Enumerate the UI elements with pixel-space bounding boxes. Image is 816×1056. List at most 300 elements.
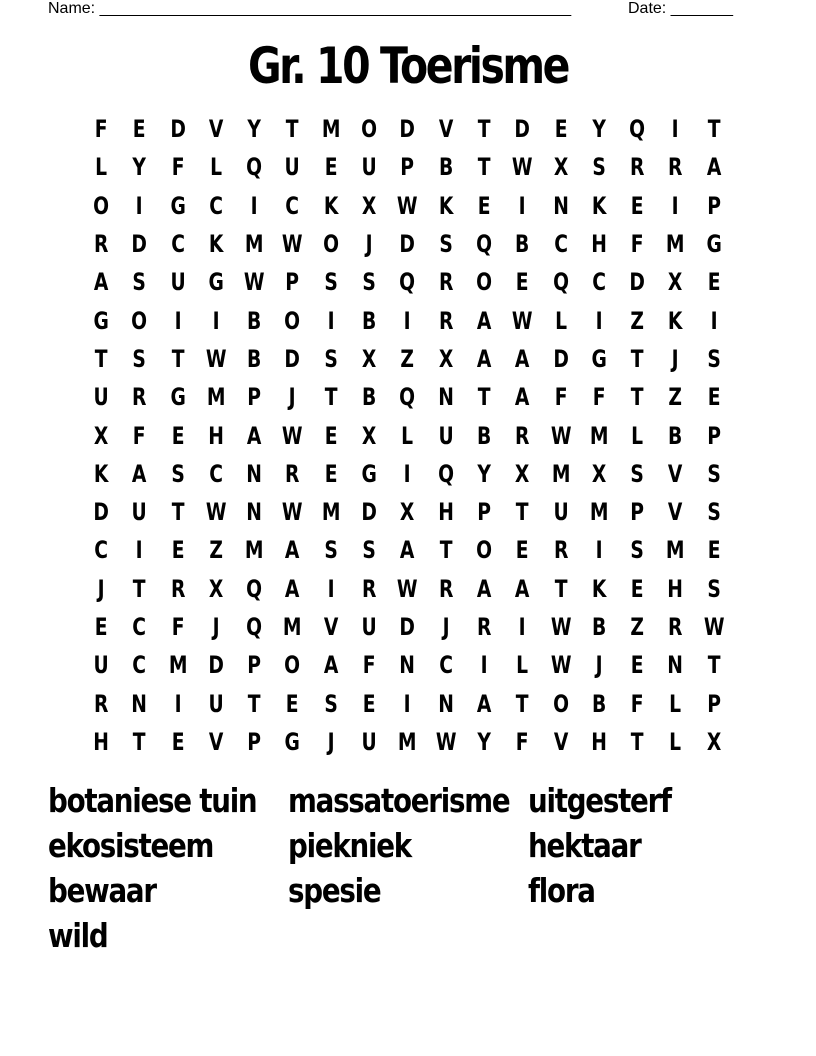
grid-cell: I	[135, 191, 143, 220]
grid-cell: U	[361, 727, 377, 756]
grid-cell: Q	[399, 383, 416, 412]
grid-cell: A	[93, 268, 109, 297]
grid-cell: K	[668, 306, 683, 335]
grid-cell: M	[245, 536, 264, 565]
grid-cell: T	[133, 727, 146, 756]
grid-cell: K	[93, 459, 109, 488]
grid-cell: R	[630, 153, 645, 182]
grid-cell: U	[361, 153, 377, 182]
grid-cell: L	[516, 651, 529, 680]
grid-cell: G	[93, 306, 109, 335]
grid-cell: X	[438, 344, 454, 373]
grid-cell: L	[554, 306, 567, 335]
grid-cell: Q	[399, 268, 416, 297]
grid-cell: T	[477, 383, 491, 412]
grid-cell: F	[362, 651, 376, 680]
grid-cell: W	[703, 613, 725, 641]
grid-cell: S	[132, 268, 147, 297]
grid-cell: H	[591, 727, 607, 756]
grid-cell: T	[477, 153, 491, 182]
grid-cell: I	[595, 306, 603, 335]
date-field-label: Date: _______	[628, 0, 733, 17]
grid-cell: B	[515, 230, 530, 259]
grid-cell: L	[95, 153, 108, 182]
grid-cell: B	[668, 421, 683, 450]
grid-cell: V	[668, 498, 683, 527]
grid-cell: C	[209, 459, 223, 488]
grid-cell: G	[208, 268, 224, 297]
grid-cell: T	[477, 115, 491, 144]
grid-cell: T	[707, 115, 721, 144]
grid-cell: M	[666, 230, 685, 259]
grid-cell: I	[672, 115, 680, 144]
grid-cell: V	[553, 727, 568, 756]
grid-cell: A	[706, 153, 722, 182]
grid-cell: E	[94, 613, 108, 641]
grid-cell: W	[435, 727, 457, 756]
grid-cell: S	[132, 344, 147, 373]
grid-cell: R	[93, 689, 109, 718]
grid-cell: S	[170, 459, 185, 488]
grid-cell: A	[323, 651, 339, 680]
grid-cell: W	[512, 153, 533, 182]
grid-cell: W	[550, 613, 572, 641]
grid-cell: E	[171, 727, 185, 756]
grid-cell: S	[324, 344, 338, 373]
grid-cell: E	[707, 536, 721, 565]
grid-cell: D	[208, 651, 224, 680]
grid-cell: S	[707, 574, 721, 603]
grid-cell: E	[630, 574, 644, 603]
grid-cell: A	[515, 574, 530, 603]
grid-cell: X	[362, 191, 377, 220]
grid-cell: M	[551, 459, 571, 488]
grid-cell: T	[286, 115, 300, 144]
grid-cell: M	[283, 613, 302, 641]
word-list-item: ekosisteem	[48, 826, 214, 865]
grid-cell: O	[476, 536, 493, 565]
grid-cell: R	[438, 268, 454, 297]
grid-cell: P	[247, 651, 262, 680]
grid-cell: R	[93, 230, 109, 259]
grid-cell: E	[554, 115, 568, 144]
grid-cell: Y	[477, 727, 491, 756]
grid-cell: W	[244, 268, 265, 297]
grid-cell: D	[169, 115, 186, 144]
grid-cell: J	[289, 383, 297, 412]
grid-cell: S	[362, 268, 376, 297]
grid-cell: L	[669, 727, 682, 756]
grid-cell: N	[437, 689, 454, 718]
grid-cell: E	[171, 421, 185, 450]
grid-cell: A	[132, 459, 147, 488]
grid-cell: T	[171, 498, 185, 527]
word-list-item: uitgesterf	[528, 781, 671, 820]
grid-cell: F	[94, 115, 108, 144]
grid-cell: F	[133, 421, 146, 450]
grid-cell: K	[438, 191, 454, 220]
grid-cell: E	[516, 536, 529, 565]
grid-cell: E	[171, 536, 185, 565]
grid-cell: T	[171, 344, 185, 373]
grid-cell: Q	[437, 459, 454, 488]
grid-cell: C	[438, 651, 453, 680]
grid-cell: D	[552, 344, 569, 373]
word-list-item: flora	[528, 871, 595, 910]
grid-cell: S	[439, 230, 453, 259]
grid-cell: X	[591, 459, 607, 488]
grid-cell: B	[362, 383, 377, 412]
grid-cell: X	[362, 344, 377, 373]
grid-cell: Q	[246, 574, 263, 603]
grid-cell: C	[170, 230, 185, 259]
grid-cell: P	[477, 498, 491, 527]
grid-cell: S	[707, 498, 721, 527]
grid-cell: R	[553, 536, 568, 565]
word-list-item: bewaar	[48, 871, 156, 910]
grid-cell: A	[476, 306, 492, 335]
grid-cell: O	[476, 268, 493, 297]
grid-cell: V	[323, 613, 339, 641]
grid-cell: O	[284, 306, 301, 335]
word-list-item: botaniese tuin	[48, 781, 257, 820]
grid-cell: A	[285, 574, 300, 603]
grid-cell: R	[476, 613, 492, 641]
grid-cell: B	[247, 306, 262, 335]
grid-cell: E	[324, 153, 338, 182]
grid-cell: N	[399, 651, 416, 680]
grid-cell: P	[707, 421, 721, 450]
grid-cell: S	[324, 689, 338, 718]
grid-cell: T	[630, 344, 644, 373]
word-list-item: hektaar	[528, 826, 641, 865]
grid-cell: T	[630, 727, 644, 756]
grid-cell: R	[668, 153, 683, 182]
grid-cell: R	[438, 306, 454, 335]
grid-cell: F	[516, 727, 529, 756]
grid-cell: D	[399, 613, 416, 641]
grid-cell: K	[323, 191, 339, 220]
grid-cell: Z	[400, 344, 415, 373]
grid-cell: I	[672, 191, 680, 220]
grid-cell: C	[132, 651, 147, 680]
grid-cell: M	[245, 230, 264, 259]
grid-cell: G	[170, 191, 186, 220]
grid-cell: A	[247, 421, 262, 450]
grid-cell: Z	[630, 306, 645, 335]
grid-cell: O	[322, 230, 339, 259]
grid-cell: F	[630, 689, 644, 718]
grid-cell: Y	[247, 115, 262, 144]
header	[48, 0, 748, 20]
letter-grid	[82, 110, 733, 761]
grid-cell: D	[361, 498, 377, 527]
grid-cell: E	[133, 115, 146, 144]
grid-cell: E	[630, 651, 644, 680]
grid-cell: U	[93, 383, 109, 412]
grid-cell: L	[401, 421, 414, 450]
grid-cell: W	[550, 651, 572, 680]
grid-cell: T	[94, 344, 108, 373]
grid-cell: O	[361, 115, 378, 144]
grid-cell: V	[208, 727, 224, 756]
grid-cell: J	[442, 613, 450, 641]
grid-cell: X	[706, 727, 722, 756]
grid-cell: E	[362, 689, 376, 718]
grid-cell: Z	[668, 383, 683, 412]
grid-cell: O	[284, 651, 301, 680]
grid-cell: H	[93, 727, 109, 756]
grid-cell: M	[666, 536, 685, 565]
word-list-item: piekniek	[288, 826, 411, 865]
grid-cell: V	[438, 115, 454, 144]
grid-cell: F	[171, 153, 185, 182]
grid-cell: I	[518, 613, 526, 641]
grid-cell: H	[667, 574, 684, 603]
grid-cell: H	[437, 498, 454, 527]
grid-cell: P	[630, 498, 645, 527]
grid-cell: E	[324, 459, 338, 488]
grid-cell: E	[324, 421, 338, 450]
grid-cell: X	[208, 574, 224, 603]
grid-cell: C	[285, 191, 300, 220]
grid-cell: T	[247, 689, 261, 718]
grid-cell: K	[591, 574, 607, 603]
grid-cell: Q	[246, 613, 263, 641]
grid-cell: W	[397, 574, 418, 603]
grid-cell: X	[668, 268, 683, 297]
grid-cell: R	[515, 421, 530, 450]
grid-cell: F	[171, 613, 185, 641]
grid-cell: Q	[629, 115, 646, 144]
grid-cell: B	[362, 306, 377, 335]
grid-cell: I	[327, 574, 335, 603]
grid-cell: Y	[592, 115, 606, 144]
grid-cell: T	[439, 536, 453, 565]
grid-cell: A	[515, 344, 530, 373]
grid-cell: I	[404, 459, 412, 488]
grid-cell: G	[361, 459, 377, 488]
grid-cell: D	[629, 268, 646, 297]
grid-cell: R	[438, 574, 454, 603]
grid-cell: L	[631, 421, 644, 450]
grid-cell: S	[707, 459, 721, 488]
grid-cell: M	[206, 383, 226, 412]
word-list-item: wild	[48, 916, 108, 955]
grid-cell: I	[404, 306, 412, 335]
grid-cell: C	[94, 536, 109, 565]
grid-cell: M	[321, 115, 341, 144]
grid-cell: S	[324, 536, 338, 565]
grid-cell: S	[630, 459, 645, 488]
grid-cell: U	[361, 613, 377, 641]
grid-cell: J	[672, 344, 680, 373]
grid-cell: W	[282, 421, 303, 450]
grid-cell: C	[592, 268, 606, 297]
grid-cell: X	[93, 421, 109, 450]
grid-cell: E	[477, 191, 491, 220]
grid-cell: T	[516, 498, 529, 527]
grid-cell: P	[707, 191, 721, 220]
grid-cell: C	[209, 191, 223, 220]
grid-cell: D	[131, 230, 148, 259]
grid-cell: B	[247, 344, 262, 373]
grid-cell: N	[246, 459, 263, 488]
grid-cell: H	[208, 421, 224, 450]
grid-cell: W	[282, 230, 303, 259]
grid-cell: U	[170, 268, 186, 297]
grid-cell: D	[399, 115, 416, 144]
grid-cell: U	[438, 421, 454, 450]
grid-cell: M	[589, 498, 609, 527]
grid-cell: D	[93, 498, 109, 527]
grid-cell: B	[591, 689, 607, 718]
grid-cell: N	[552, 191, 569, 220]
grid-cell: F	[592, 383, 606, 412]
grid-cell: U	[131, 498, 148, 527]
grid-cell: Y	[477, 459, 491, 488]
grid-cell: I	[595, 536, 603, 565]
grid-cell: T	[554, 574, 568, 603]
grid-cell: S	[630, 536, 645, 565]
grid-cell: U	[553, 498, 569, 527]
grid-cell: R	[132, 383, 147, 412]
grid-cell: M	[168, 651, 188, 680]
grid-cell: Q	[552, 268, 569, 297]
grid-cell: B	[476, 421, 492, 450]
grid-cell: J	[212, 613, 220, 641]
grid-cell: L	[210, 153, 223, 182]
grid-cell: I	[174, 689, 182, 718]
word-list-item: spesie	[288, 871, 381, 910]
grid-cell: Z	[209, 536, 223, 565]
grid-cell: B	[438, 153, 453, 182]
grid-cell: R	[170, 574, 185, 603]
grid-cell: I	[174, 306, 182, 335]
grid-cell: T	[133, 574, 146, 603]
word-list	[48, 778, 768, 958]
grid-cell: R	[285, 459, 300, 488]
grid-cell: M	[321, 498, 341, 527]
grid-cell: U	[285, 153, 301, 182]
grid-cell: J	[327, 727, 335, 756]
grid-cell: S	[324, 268, 338, 297]
grid-cell: O	[552, 689, 569, 718]
grid-cell: S	[362, 536, 376, 565]
grid-cell: A	[285, 536, 300, 565]
grid-cell: R	[362, 574, 377, 603]
grid-cell: X	[553, 153, 568, 182]
grid-cell: K	[591, 191, 607, 220]
grid-cell: W	[397, 191, 418, 220]
grid-cell: V	[208, 115, 224, 144]
grid-cell: I	[212, 306, 220, 335]
grid-cell: A	[476, 689, 492, 718]
grid-cell: T	[630, 383, 644, 412]
grid-cell: P	[247, 383, 262, 412]
grid-cell: D	[284, 344, 301, 373]
name-field-label: Name: _____________________________________________________	[48, 0, 572, 17]
grid-cell: S	[707, 344, 721, 373]
grid-cell: A	[515, 383, 530, 412]
grid-cell: A	[476, 344, 492, 373]
grid-cell: B	[591, 613, 607, 641]
grid-cell: I	[518, 191, 526, 220]
grid-cell: M	[589, 421, 609, 450]
grid-cell: D	[514, 115, 531, 144]
grid-cell: I	[135, 536, 143, 565]
grid-cell: E	[707, 268, 721, 297]
grid-cell: Y	[132, 153, 147, 182]
grid-cell: I	[404, 689, 412, 718]
grid-cell: G	[706, 230, 722, 259]
grid-cell: N	[437, 383, 454, 412]
grid-cell: E	[286, 689, 300, 718]
grid-cell: I	[710, 306, 718, 335]
grid-cell: C	[132, 613, 147, 641]
grid-cell: W	[205, 344, 227, 373]
grid-cell: F	[630, 230, 644, 259]
grid-cell: P	[247, 727, 262, 756]
grid-cell: X	[515, 459, 530, 488]
grid-cell: D	[399, 230, 416, 259]
grid-cell: E	[630, 191, 644, 220]
grid-cell: N	[667, 651, 684, 680]
grid-cell: Q	[476, 230, 493, 259]
grid-cell: V	[668, 459, 683, 488]
grid-cell: J	[365, 230, 373, 259]
grid-cell: G	[170, 383, 186, 412]
grid-cell: U	[93, 651, 109, 680]
grid-cell: W	[550, 421, 572, 450]
grid-cell: A	[400, 536, 415, 565]
grid-cell: L	[669, 689, 682, 718]
grid-cell: H	[591, 230, 607, 259]
grid-cell: O	[131, 306, 148, 335]
grid-cell: P	[707, 689, 721, 718]
grid-cell: I	[250, 191, 258, 220]
grid-cell: E	[707, 383, 721, 412]
grid-cell: F	[554, 383, 568, 412]
grid-cell: U	[208, 689, 224, 718]
grid-cell: G	[591, 344, 607, 373]
grid-cell: P	[400, 153, 415, 182]
grid-cell: W	[512, 306, 533, 335]
grid-cell: T	[516, 689, 529, 718]
grid-cell: X	[400, 498, 415, 527]
grid-cell: I	[480, 651, 488, 680]
grid-cell: T	[707, 651, 721, 680]
grid-cell: G	[284, 727, 301, 756]
page-title: Gr. 10 Toerisme	[247, 37, 569, 95]
grid-cell: W	[282, 498, 303, 527]
grid-cell: O	[93, 191, 110, 220]
grid-cell: P	[285, 268, 300, 297]
grid-cell: E	[516, 268, 529, 297]
grid-cell: M	[398, 727, 417, 756]
grid-cell: T	[324, 383, 338, 412]
grid-cell: S	[592, 153, 606, 182]
grid-cell: R	[668, 613, 683, 641]
grid-cell: N	[246, 498, 263, 527]
grid-cell: J	[595, 651, 603, 680]
grid-cell: N	[131, 689, 148, 718]
grid-cell: C	[553, 230, 568, 259]
grid-cell: I	[327, 306, 335, 335]
grid-cell: A	[476, 574, 492, 603]
grid-cell: J	[97, 574, 105, 603]
grid-cell: Z	[630, 613, 645, 641]
